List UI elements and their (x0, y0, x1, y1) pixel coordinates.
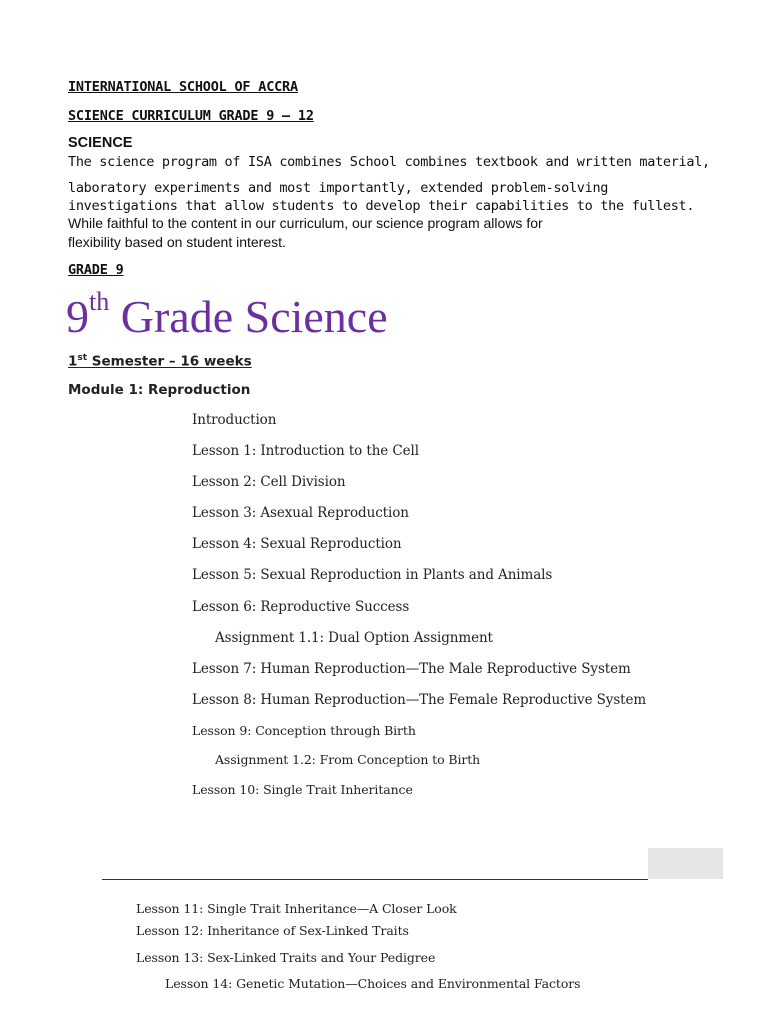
module-heading: Module 1: Reproduction (68, 382, 251, 398)
list-item: Lesson 1: Introduction to the Cell (192, 443, 419, 459)
list-item: Lesson 4: Sexual Reproduction (192, 536, 402, 552)
semester-suffix: st (77, 353, 88, 363)
curriculum-title: SCIENCE CURRICULUM GRADE 9 – 12 (68, 108, 314, 124)
title-text: Grade Science (109, 291, 388, 342)
list-item: Assignment 1.2: From Conception to Birth (215, 752, 481, 767)
list-item: Lesson 2: Cell Division (192, 474, 346, 490)
list-item: Introduction (192, 412, 277, 428)
list-item: Assignment 1.1: Dual Option Assignment (215, 630, 493, 646)
grade-label: GRADE 9 (68, 262, 124, 278)
intro-line-3: investigations that allow students to develop their capabilities to the fullest. (68, 198, 695, 214)
intro-line-1: The science program of ISA combines School combines textbook and written material, (68, 154, 710, 170)
intro-line-2: laboratory experiments and most importantly, extended problem-solving (68, 180, 609, 196)
list-item: Lesson 5: Sexual Reproduction in Plants and Animals (192, 567, 553, 583)
list-item: Lesson 12: Inheritance of Sex-Linked Traits (136, 923, 409, 938)
semester-heading (68, 353, 252, 370)
science-heading: SCIENCE (68, 135, 133, 151)
list-item: Lesson 8: Human Reproduction—The Female Reproductive System (192, 692, 647, 708)
list-item: Lesson 13: Sex-Linked Traits and Your Pedigree (136, 950, 436, 965)
semester-number: 1 (68, 353, 78, 370)
page-divider (102, 879, 648, 880)
title-number: 9 (66, 291, 89, 342)
semester-text: Semester – 16 weeks (87, 353, 252, 370)
list-item: Lesson 7: Human Reproduction—The Male Reproductive System (192, 661, 631, 677)
list-item: Lesson 6: Reproductive Success (192, 599, 410, 615)
school-name: INTERNATIONAL SCHOOL OF ACCRA (68, 79, 298, 95)
list-item: Lesson 9: Conception through Birth (192, 723, 416, 738)
page-corner-box (648, 848, 723, 879)
intro-line-4: While faithful to the content in our curriculum, our science program allows for (68, 215, 543, 231)
list-item: Lesson 14: Genetic Mutation—Choices and Environmental Factors (165, 976, 581, 991)
page-title (66, 286, 388, 343)
list-item: Lesson 10: Single Trait Inheritance (192, 782, 413, 797)
list-item: Lesson 3: Asexual Reproduction (192, 505, 409, 521)
intro-line-5: flexibility based on student interest. (68, 234, 286, 250)
list-item: Lesson 11: Single Trait Inheritance—A Closer Look (136, 901, 457, 916)
title-suffix: th (89, 286, 110, 316)
